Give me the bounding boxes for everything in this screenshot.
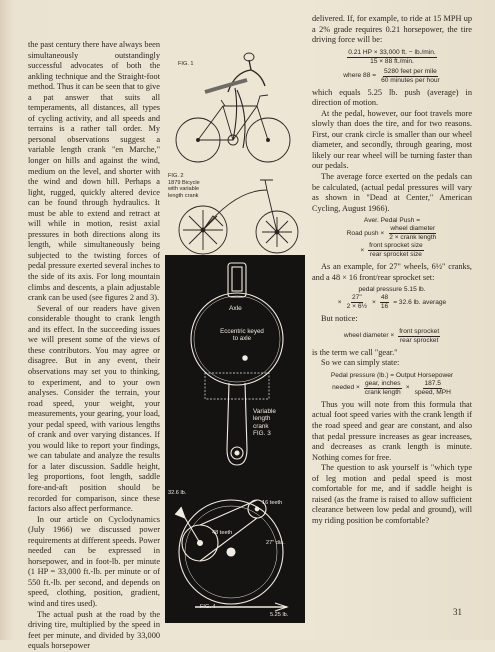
numerator: 27": [351, 294, 362, 302]
formula-operator: ×: [405, 384, 410, 392]
denominator: rear sprocket: [399, 336, 439, 344]
numerator: gear, inches: [364, 379, 401, 387]
formula-label: Aver. Pedal Push =: [363, 217, 421, 225]
left-text-column: [28, 40, 160, 652]
fraction: [414, 380, 452, 397]
numerator: 5280 feet per mile: [384, 67, 437, 75]
fraction: [380, 68, 441, 85]
fig2-caption-line: 1879 Bicycle: [168, 179, 200, 186]
variable-crank-label-line: crank: [253, 422, 269, 430]
fig2-caption-line: with variable: [168, 186, 200, 193]
numerator: front sprocket: [399, 327, 440, 335]
paragraph: is the term we call "gear.": [312, 347, 398, 357]
numerator: 48: [380, 294, 389, 302]
formula-label: pedal pressure 5.15 lb.: [358, 286, 426, 294]
formula-label: where 88 =: [343, 72, 377, 80]
fraction: [347, 49, 436, 66]
road-force-label: 5.25 lb.: [270, 612, 289, 618]
formula-label: wheel diameter ×: [343, 332, 395, 340]
right-text-column: [312, 14, 472, 527]
paragraph: the past century there have always been simultaneously outstandingly successful advocates of both the ankling technique and the Straight-foot method. Thus it can be seen that to give a pat answer that suits all temperaments, all distances, all types of cycling activity, and all speeds and terrains is a rather tall order. My personal observations suggest a variable length crank "en Marche," longer on hills and against the wind, medium on the level, and shorter with the wind and down hill. Perhaps a light, rugged, quickly altered device can be found through hydraulics. It must be able to extend and retract at will while in motion, resist axial pressures in both directions along its length, while simultaneously being subjected to the twisting forces of pedal pressure exerted several inches to the side of its axis. For long mountain climbs and descents, a plain adjustable crank can be used (see figures 2 and 3).: [28, 40, 160, 303]
paragraph: So we can simply state:: [321, 358, 400, 368]
paragraph: Several of our readers have given considerable thought to crank length and its effect. In the succeeding issues we will present some of the views of these contributors. You may agree or disagree. But in any event, their observations may set you to thinking, to experiment, and to your own analyses. Consider the terrain, your road speed, your weight, your measurements, your gearing, your load, your pedal speed, with various lengths of crank and over varying distances. If you would like to report your findings, we can tabulate and analyze the results for a later discussion. Saddle height, leg proportions, foot length, saddle fore-and-aft position should be recorded for comparison, since these factors also affect performance.: [28, 303, 160, 514]
denominator: 2 × crank length: [389, 234, 437, 242]
paragraph: delivered. If, for example, to ride at 15 MPH up a 2% grade requires 0.21 horsepower, the tire driving force will be:: [312, 14, 472, 45]
formula-label: Pedal pressure (lb.) = Output Horsepower: [330, 371, 454, 379]
fig3-label: FIG. 3: [253, 430, 271, 438]
force-left-label: 32.6 lb.: [168, 490, 187, 496]
fig1-label: FIG. 1: [178, 61, 194, 67]
wheel-diameter-label: 27" dia.: [266, 540, 285, 546]
denominator: 2 × 6½: [346, 303, 368, 311]
page-number: 31: [453, 607, 462, 617]
fraction: [346, 294, 368, 311]
example-formula: [312, 286, 472, 311]
numerator: 187.5: [424, 379, 441, 387]
fig2-caption: [168, 173, 200, 199]
eccentric-label-line: to axle: [232, 334, 252, 342]
formula-result: = 32.6 lb. average: [393, 298, 447, 306]
denominator: 16: [380, 303, 389, 311]
numerator: front sprocket size: [369, 242, 423, 250]
denominator: 15 × 88 ft./min.: [370, 57, 414, 65]
fig2-label: FIG. 2: [168, 173, 184, 179]
force-formula: [312, 49, 472, 85]
denominator: speed, MPH: [414, 388, 451, 396]
bicycle-illustrations: [165, 40, 305, 255]
numerator: wheel diameter: [390, 225, 436, 233]
axle-label: Axle: [229, 305, 242, 312]
paragraph: But notice:: [321, 314, 358, 324]
fig4-gear-diagram: [175, 500, 287, 611]
fig1-racing-bicycle-drawing: [176, 53, 290, 162]
fraction: [380, 294, 389, 311]
denominator: 60 minutes per hour: [381, 76, 440, 84]
paragraph: Thus you will note from this formula that actual foot speed varies with the crank length if the road speed and gear are constant, and also that pedal pressure increases as gear increases, and decreases as crank length is minute. Nothing comes for free.: [312, 399, 472, 462]
front-teeth-label: 48 teeth: [212, 530, 233, 536]
paragraph: The average force exerted on the pedals can be calculated, (actual pedal pressures will vary as shown in "Dead at Center," American Cycling, August 1966).: [312, 172, 472, 213]
formula-operator: ×: [372, 298, 376, 306]
formula-label: Road push ×: [346, 229, 385, 237]
rear-teeth-label: 16 teeth: [262, 500, 283, 506]
fraction: [398, 328, 440, 345]
eccentric-label: [212, 329, 272, 342]
pedal-pressure-formula: [312, 372, 472, 397]
variable-crank-label-line: Variable: [253, 408, 276, 415]
pedal-push-formula: [312, 217, 472, 259]
eccentric-label-line: Eccentric keyed: [220, 328, 264, 335]
fig4-label: FIG. 4: [200, 604, 216, 610]
variable-crank-label-line: length: [253, 415, 271, 423]
fig2-caption-line: length crank: [168, 192, 199, 199]
paragraph: In our article on Cyclodynamics (July 1966) we discussed power requirements at different speeds. Power needed can be expressed in horsepower, and in foot-lb. per minute (1 HP = 33,000 ft.-lb. per minute or of 550 ft.-lb. per second, and depends on speed, clothing, position, gradient, wind and tires used).: [28, 514, 160, 608]
variable-crank-label: [253, 408, 276, 438]
paragraph: The actual push at the road by the driving tire, multiplied by the speed in feet per minute, and divided by 33,000 equals horsepower: [28, 609, 160, 651]
fraction: [388, 225, 437, 242]
denominator: crank length: [364, 388, 401, 396]
gear-formula: [312, 328, 472, 345]
formula-operator: ×: [360, 246, 365, 254]
paragraph: As an example, for 27" wheels, 6½" cranks, and a 48 × 16 front/rear sprocket set:: [312, 262, 472, 282]
paragraph: At the pedal, however, our foot travels more slowly than does the tire, and for two reasons. First, our crank circle is smaller than our wheel diameter, and secondly, through gearing, most likely our rear wheel will be turning faster than our pedals.: [312, 108, 472, 171]
formula-operator: ×: [337, 298, 342, 306]
paragraph: which equals 5.25 lb. push (average) in direction of motion.: [312, 87, 472, 108]
numerator: 0.21 HP × 33,000 ft. − lb./min.: [348, 48, 436, 56]
fraction: [364, 380, 402, 397]
denominator: rear sprocket size: [369, 251, 422, 259]
paragraph: The question to ask yourself is "which type of leg motion and pedal speed is most comfortable for me, and if saddle height is raised (as the frame is raised to allow sufficient clearance between low pedal and ground), will my riding position be comfortable?: [312, 463, 472, 525]
fraction: [368, 242, 424, 259]
formula-label: needed ×: [332, 384, 360, 392]
